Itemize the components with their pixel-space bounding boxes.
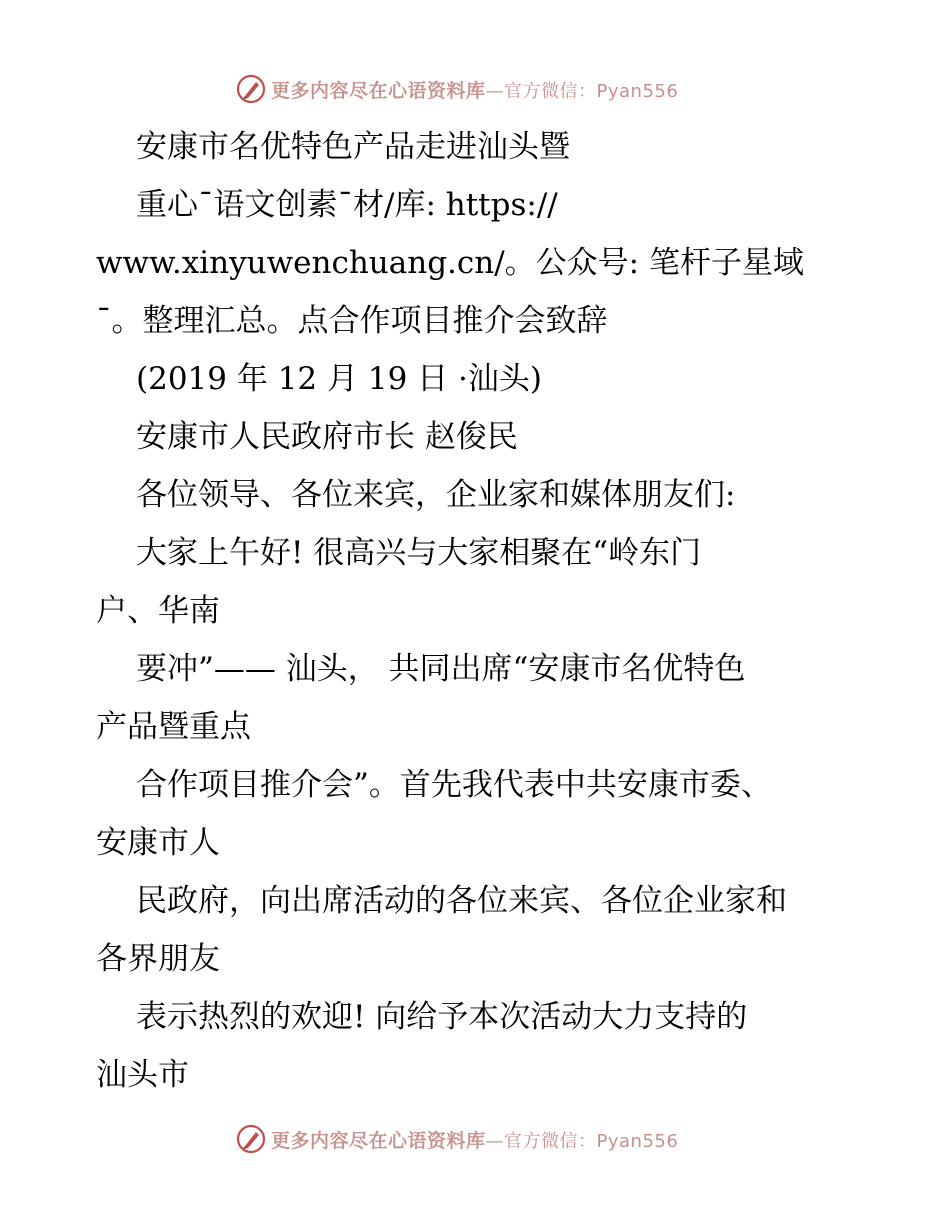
doc-line: 产品暨重点 bbox=[96, 709, 251, 745]
footer-watermark-contact: —官方微信：Pyan556 bbox=[485, 1130, 679, 1152]
doc-line: 各位领导、各位来宾，企业家和媒体朋友们: bbox=[136, 477, 736, 513]
doc-line: 户、华南 bbox=[96, 593, 220, 629]
doc-line: 表示热烈的欢迎! 向给予本次活动大力支持的 bbox=[136, 999, 748, 1035]
doc-line: 汕头市 bbox=[96, 1057, 189, 1093]
doc-line: 要冲”—— 汕头， 共同出席“安康市名优特色 bbox=[136, 651, 746, 687]
doc-line: www.xinyuwenchuang.cn/。公众号: 笔杆子星域 bbox=[96, 245, 804, 281]
doc-line: 安康市人 bbox=[96, 825, 220, 861]
header-watermark bbox=[236, 74, 736, 104]
doc-line: 各界朋友 bbox=[96, 941, 220, 977]
pen-logo-icon bbox=[236, 1124, 266, 1154]
footer-watermark bbox=[236, 1124, 736, 1154]
doc-line: 安康市名优特色产品走进汕头暨 bbox=[136, 129, 570, 165]
document-body bbox=[96, 118, 866, 1104]
header-watermark-contact: —官方微信：Pyan556 bbox=[485, 80, 679, 102]
footer-watermark-brand: 更多内容尽在心语资料库 bbox=[271, 1129, 486, 1152]
doc-line: 合作项目推介会”。首先我代表中共安康市委、 bbox=[136, 767, 772, 803]
doc-line: 民政府，向出席活动的各位来宾、各位企业家和 bbox=[136, 883, 787, 919]
doc-line: ¯。整理汇总。点合作项目推介会致辞 bbox=[96, 303, 608, 339]
pen-logo-icon bbox=[236, 74, 266, 104]
doc-line: 安康市人民政府市长 赵俊民 bbox=[136, 419, 518, 455]
header-watermark-brand: 更多内容尽在心语资料库 bbox=[271, 79, 486, 102]
doc-line: (2019 年 12 月 19 日 ·汕头) bbox=[136, 361, 542, 397]
doc-line: 大家上午好! 很高兴与大家相聚在“岭东门 bbox=[136, 535, 702, 571]
doc-line: 重心¯语文创素¯材/库: https:// bbox=[136, 187, 558, 223]
